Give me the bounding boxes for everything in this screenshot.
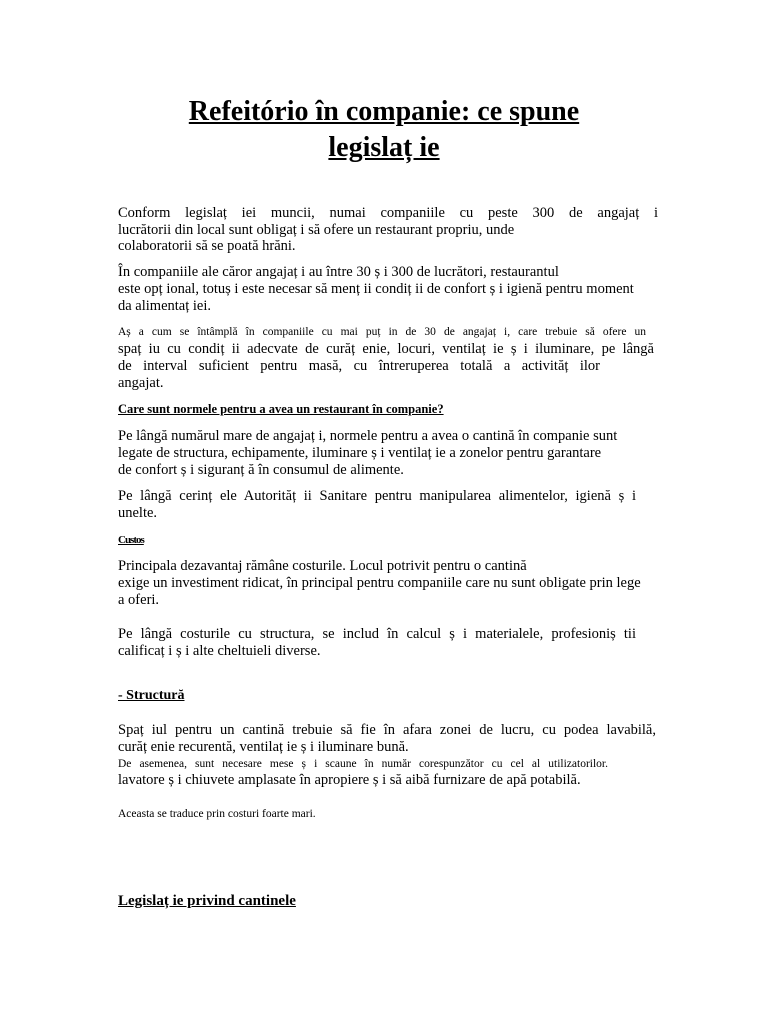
section-heading-structure: - Structură	[118, 688, 185, 703]
document-title-line1: Refeitório în companie: ce spune	[188, 96, 580, 127]
paragraph-line: Pe lângă costurile cu structura, se includ în calcul ș i materialele, profesioniș tii	[118, 626, 636, 642]
paragraph-line: lavatore ș i chiuvete amplasate în apropiere ș i să aibă furnizare de apă potabilă.	[118, 772, 581, 788]
paragraph-line: spaț iu cu condiț ii adecvate de curăț enie, locuri, ventilaț ie ș i iluminare, pe lângă	[118, 341, 654, 357]
section-heading-legislation: Legislaț ie privind cantinele	[118, 893, 296, 909]
paragraph-line: lucrătorii din local sunt obligaț i să ofere un restaurant propriu, unde	[118, 222, 515, 238]
paragraph-line: unelte.	[118, 505, 158, 521]
section-heading-norms: Care sunt normele pentru a avea un restaurant în companie?	[118, 402, 444, 416]
paragraph-line: În companiile ale căror angajaț i au între 30 ș i 300 de lucrători, restaurantul	[118, 264, 559, 280]
section-heading-custos: Custos	[118, 534, 144, 546]
paragraph-line: exige un investiment ridicat, în principal pentru companiile care nu sunt obligate prin lege	[118, 575, 641, 591]
paragraph-line: Aș a cum se întâmplă în companiile cu mai puț in de 30 de angajaț i, care trebuie să ofere un	[118, 326, 646, 338]
paragraph-line: De asemenea, sunt necesare mese ș i scaune în număr corespunzător cu cel al utilizatorilor.	[118, 758, 608, 770]
paragraph-line: angajat.	[118, 375, 164, 391]
paragraph-line: legate de structura, echipamente, iluminare ș i ventilaț ie a zonelor pentru garantare	[118, 445, 602, 461]
paragraph-line: Aceasta se traduce prin costuri foarte mari.	[118, 808, 316, 820]
paragraph-line: curăț enie recurentă, ventilaț ie ș i iluminare bună.	[118, 739, 409, 755]
paragraph-line: colaboratorii să se poată hrăni.	[118, 238, 296, 254]
paragraph-line: da alimentaț iei.	[118, 298, 212, 314]
paragraph-line: Conform legislaț iei muncii, numai companiile cu peste 300 de angajaț i	[118, 205, 658, 221]
paragraph-line: este opț ional, totuș i este necesar să menț ii condiț ii de confort ș i igienă pentru moment	[118, 281, 634, 297]
paragraph-line: a oferi.	[118, 592, 160, 608]
paragraph-line: Pe lângă cerinț ele Autorităț ii Sanitare pentru manipularea alimentelor, igienă ș i	[118, 488, 636, 504]
paragraph-line: Principala dezavantaj rămâne costurile. Locul potrivit pentru o cantină	[118, 558, 527, 574]
paragraph-line: calificaț i ș i alte cheltuieli diverse.	[118, 643, 321, 659]
paragraph-line: Pe lângă numărul mare de angajaț i, normele pentru a avea o cantină în companie sunt	[118, 428, 618, 444]
document-title-line2: legislaț ie	[328, 132, 440, 163]
paragraph-line: de interval suficient pentru masă, cu întreruperea totală a activităț ilor	[118, 358, 600, 374]
paragraph-line: Spaț iul pentru un cantină trebuie să fie în afara zonei de lucru, cu podea lavabilă,	[118, 722, 656, 738]
paragraph-line: de confort ș i siguranț ă în consumul de alimente.	[118, 462, 404, 478]
